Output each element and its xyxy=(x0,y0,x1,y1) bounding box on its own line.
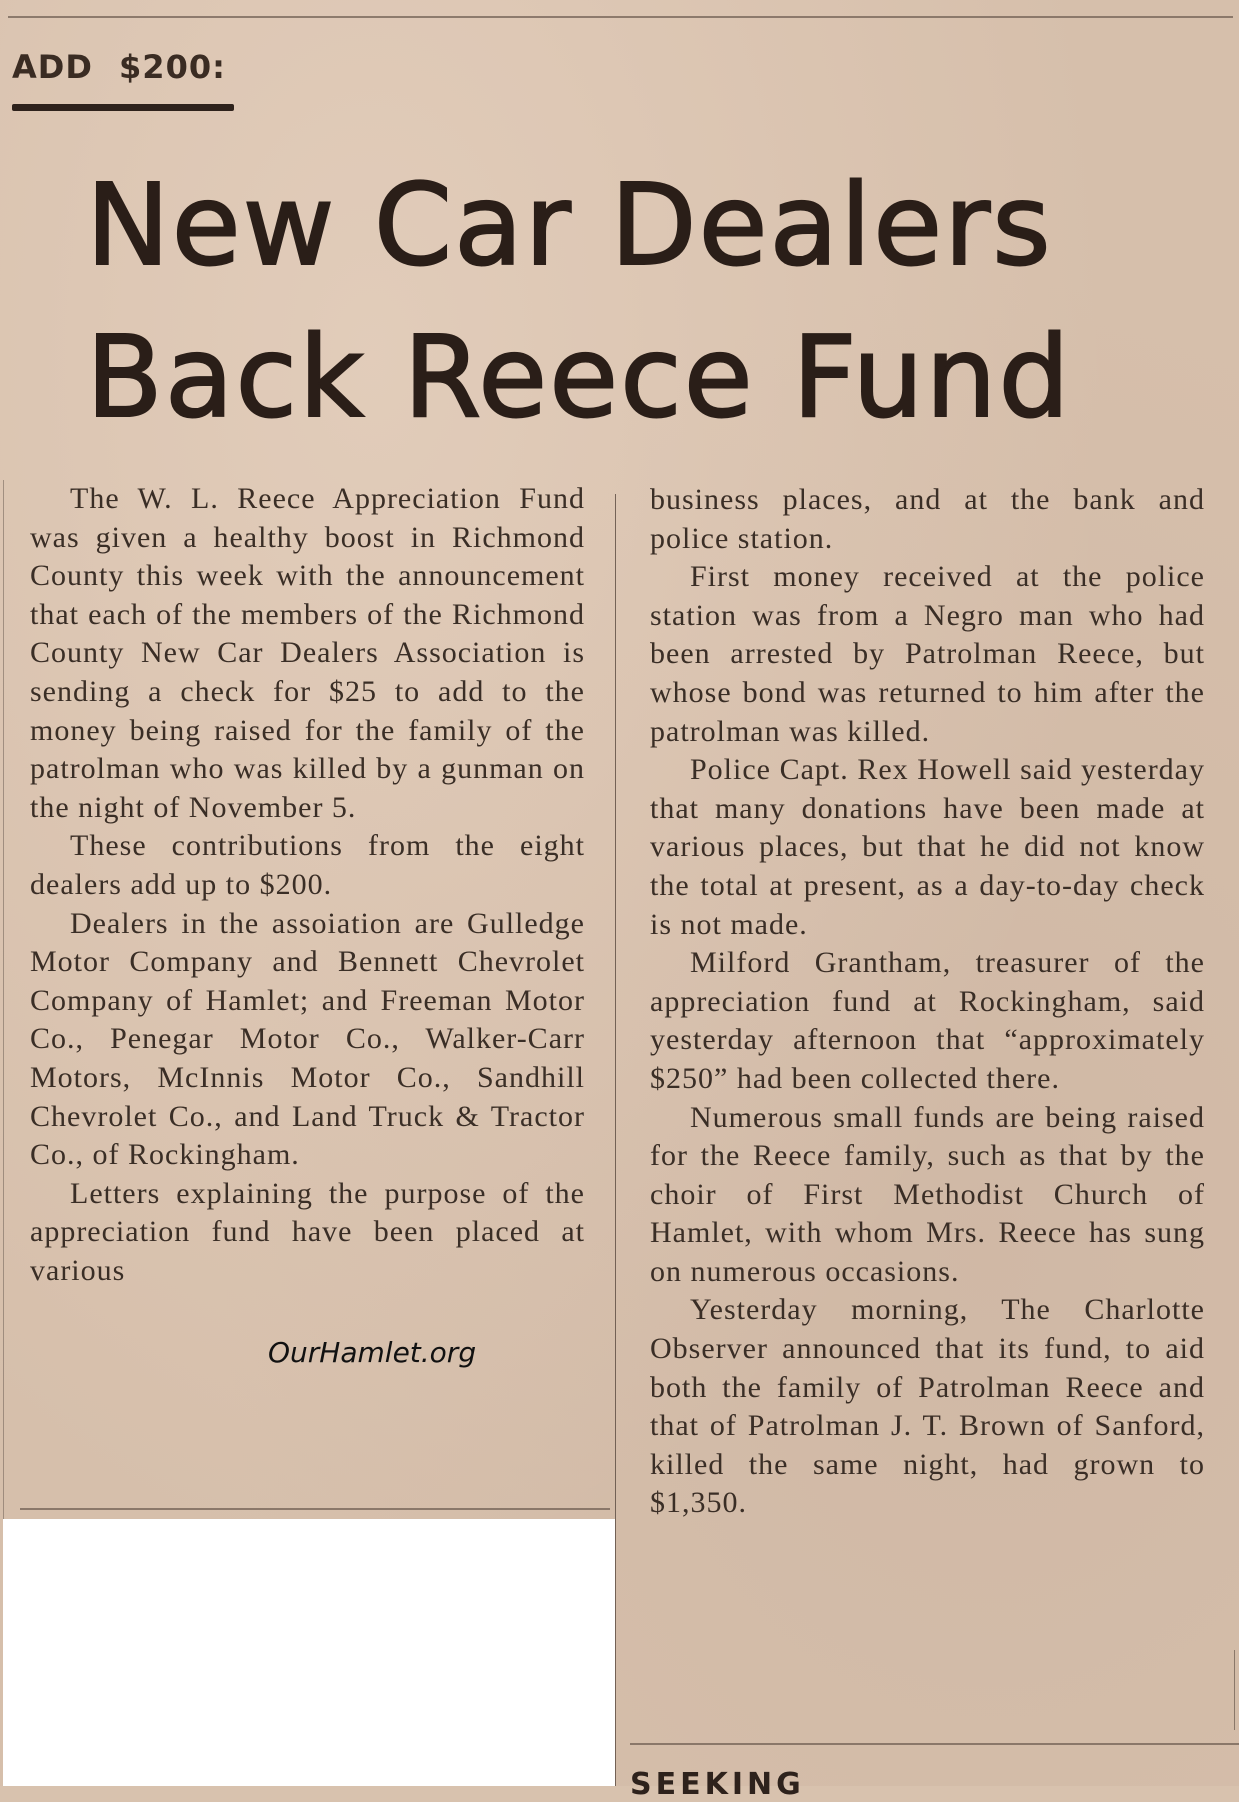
blank-cropped-area xyxy=(3,1519,615,1786)
paragraph: First money received at the police station was from a Negro man who had been arrested by Patrolman Reece, but whose bond was returned to him after the patrolman was killed. xyxy=(650,560,1205,748)
next-article-heading-fragment: SEEKING xyxy=(630,1767,805,1802)
paragraph: These contributions from the eight dealers add up to $200. xyxy=(30,829,585,901)
top-divider-rule xyxy=(8,16,1233,18)
column-divider-rule xyxy=(615,494,616,1786)
paragraph: Numerous small funds are being raised for the Reece family, such as that by the choir of First Methodist Church of Hamlet, with whom Mrs. Reece has sung on numerous occasions. xyxy=(650,1100,1205,1288)
left-column-end-rule xyxy=(20,1508,610,1510)
article-headline xyxy=(86,150,1236,454)
headline-line-2: Back Reece Fund xyxy=(86,313,1072,443)
site-watermark: OurHamlet.org xyxy=(268,1336,477,1369)
paragraph: Police Capt. Rex Howell said yesterday that many donations have been made at various places, but that he did not know the total at present, as a day-to-day check is not made. xyxy=(650,753,1205,941)
paragraph-continuation: business places, and at the bank and police station. xyxy=(650,483,1205,555)
paragraph: Milford Grantham, treasurer of the appreciation fund at Rockingham, said yesterday afternoon that “approximately $250” had been collected there. xyxy=(650,946,1205,1095)
kicker-label: ADD $200: xyxy=(12,48,226,86)
paragraph: Letters explaining the purpose of the appreciation fund have been placed at various xyxy=(30,1176,585,1287)
article-left-column xyxy=(30,480,585,1290)
paragraph: Dealers in the assoiation are Gulledge Motor Company and Bennett Chevrolet Company of Hamlet; and Freeman Motor Co., Penegar Motor Co., Walker-Carr Motors, McInnis Motor Co., Sandhill Chevrolet Co., and Land Truck & Tractor Co., of Rockingham. xyxy=(30,906,585,1172)
article-right-column xyxy=(650,481,1205,1523)
paragraph: Yesterday morning, The Charlotte Observer announced that its fund, to aid both the family of Patrolman Reece and that of Patrolman J. T. Brown of Sanford, killed the same night, had grown to $1,350. xyxy=(650,1293,1205,1520)
kicker-underline xyxy=(12,104,234,111)
paragraph: The W. L. Reece Appreciation Fund was given a healthy boost in Richmond County this week with the announcement that each of the members of the Richmond County New Car Dealers Association is sending a check for $25 to add to the money being raised for the family of the patrolman who was killed by a gunman on the night of November 5. xyxy=(30,482,585,824)
left-border-rule xyxy=(3,480,4,1520)
right-column-end-rule xyxy=(630,1743,1239,1745)
right-border-rule xyxy=(1234,1650,1235,1730)
headline-line-1: New Car Dealers xyxy=(86,161,1053,291)
